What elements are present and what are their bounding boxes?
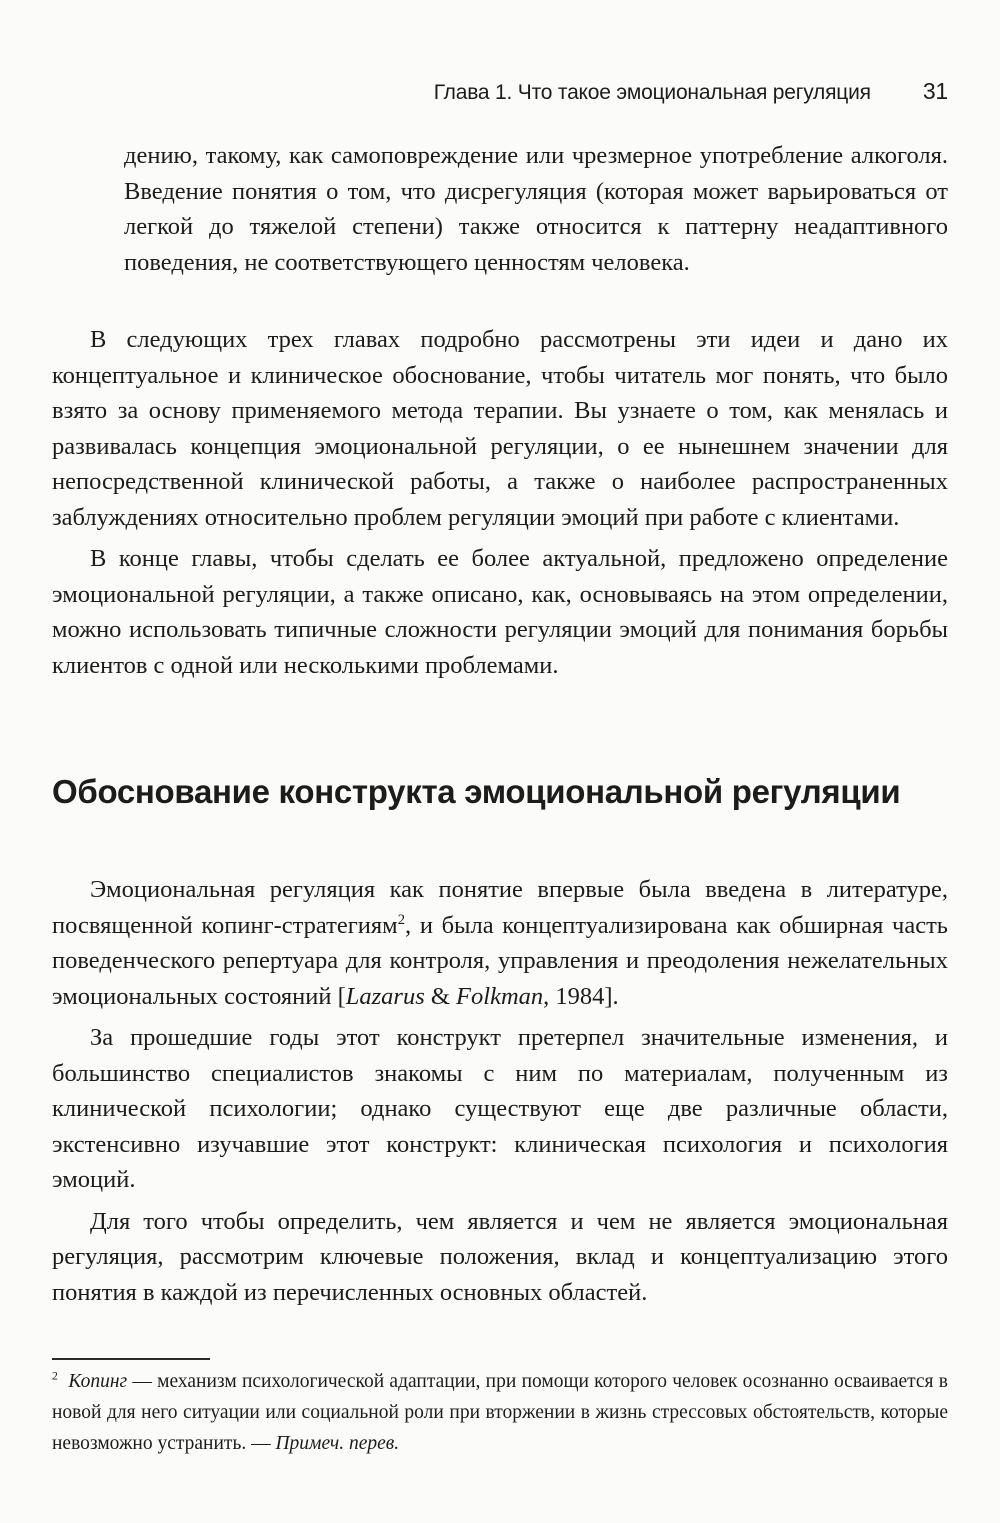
paragraph: Эмоциональная регуляция как понятие впервые была введена в литературе, посвященной копинг-стратегиям$^2$, и была концептуализирована как обширная часть поведенческого репертуара для контроля, управления и преодоления нежелательных эмоциональных состояний [Lazarus & Folkman, 1984]. <box>52 876 948 1010</box>
paragraph: В конце главы, чтобы сделать ее более актуальной, предложено определение эмоциональной регуляции, а также описано, как, основываясь на этом определении, можно использовать типичные сложности регуляции эмоций для понимания борьбы клиентов с одной или несколькими проблемами. <box>52 545 948 679</box>
indented-passage: дению, такому, как самоповреждение или чрезмерное употребление алкоголя. Введение понятия о том, что дисрегуляция (которая может варьироваться от легкой до тяжелой степени) также относится к паттерну неадаптивного поведения, не соответствующего ценностям человека. <box>124 142 948 276</box>
translator-note: Примеч. перев. <box>275 1433 400 1454</box>
citation-author: Lazarus <box>345 982 425 1010</box>
intro-section <box>52 322 948 683</box>
footnote-mark: 2 <box>52 1369 58 1383</box>
paragraph: В следующих трех главах подробно рассмотрены эти идеи и дано их концептуальное и клиническое обоснование, чтобы читатель мог понять, что было взято за основу применяемого метода терапии. Вы узнаете о том, как менялась и развивалась концепция эмоциональной регуляции, о ее нынешнем значении для непосредственной клинической работы, а также о наиболее распространенных заблуждениях относительно проблем регуляции эмоций при работе с клиентами. <box>52 326 948 531</box>
footnote-divider <box>52 1358 210 1360</box>
section-body <box>52 872 948 1310</box>
footnote: $^2$ Копинг — механизм психологической адаптации, при помощи которого человек осознанно осваивается в новой для него ситуации или социальной роли при вторжении в жизнь стрессовых обстоятельств, которые невозможно устранить. — Примеч. перев. <box>52 1369 948 1454</box>
running-head <box>52 78 948 105</box>
footnote-ref: 2 <box>397 911 406 928</box>
section-heading: Обоснование конструкта эмоциональной регуляции <box>52 773 901 810</box>
page-number: 31 <box>922 78 948 104</box>
footnote-term: Копинг <box>68 1371 128 1392</box>
chapter-title: Глава 1. Что такое эмоциональная регуляция <box>433 81 871 104</box>
paragraph: За прошедшие годы этот конструкт претерпел значительные изменения, и большинство специалистов знакомы с ним по материалам, полученным из клинической психологии; однако существуют еще две различные области, экстенсивно изучавшие этот конструкт: клиническая психология и психология эмоций. <box>52 1024 948 1193</box>
citation-author: Folkman <box>456 982 544 1010</box>
paragraph: Для того чтобы определить, чем является и чем не является эмоциональная регуляция, рассмотрим ключевые положения, вклад и концептуализацию этого понятия в каждой из перечисленных основных областей. <box>52 1207 948 1306</box>
